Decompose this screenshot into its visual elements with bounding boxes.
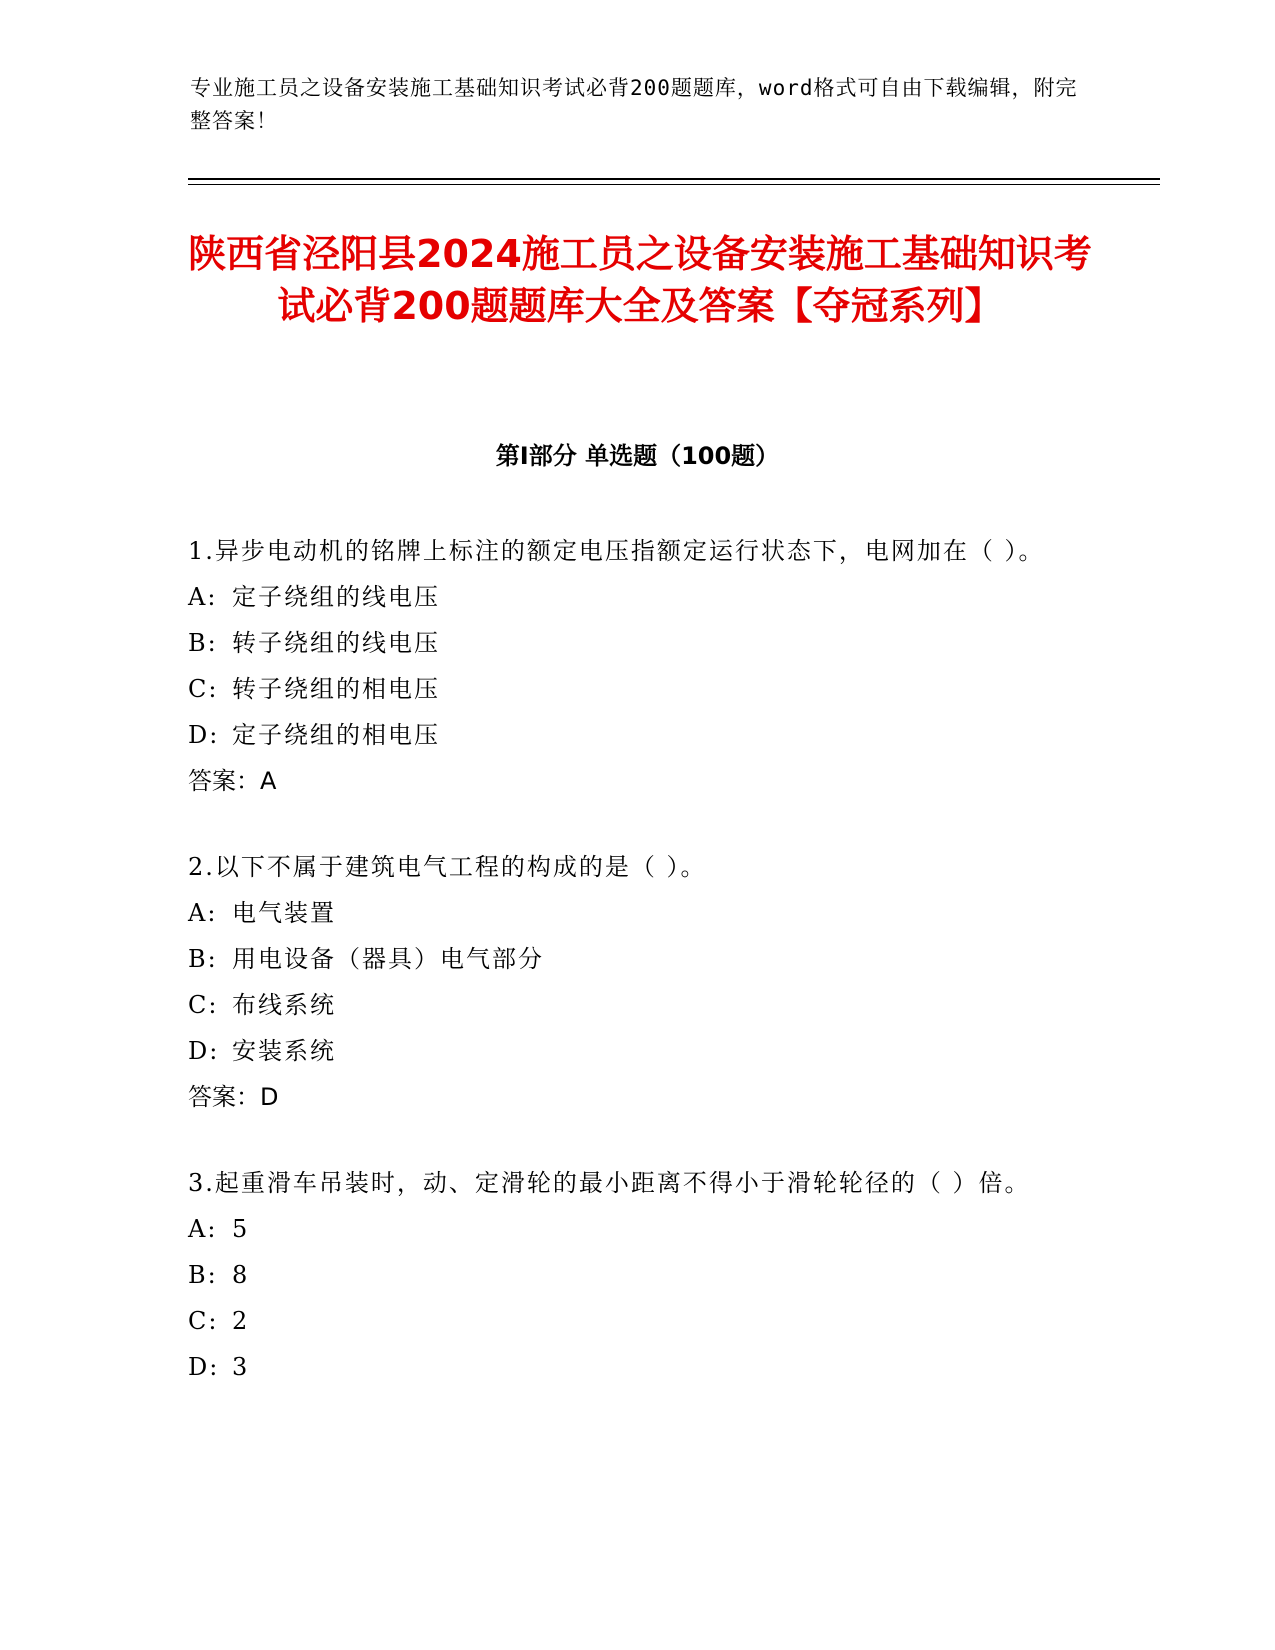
option-b <box>188 620 1068 666</box>
option-c <box>188 666 1068 712</box>
option-a <box>188 1206 1068 1252</box>
option-text: 3 <box>232 1353 250 1381</box>
section-heading: 第Ⅰ部分 单选题（100题） <box>495 442 780 470</box>
answer: 答案：D <box>188 1083 279 1111</box>
option-a <box>188 890 1068 936</box>
header-divider-thin <box>188 184 1160 185</box>
option-text: 定子绕组的线电压 <box>232 583 440 611</box>
option-key: C: <box>188 991 219 1019</box>
option-key: D: <box>188 1353 220 1381</box>
question-3 <box>188 1160 1068 1390</box>
option-key: A: <box>188 583 218 611</box>
option-key: B: <box>188 1261 218 1289</box>
option-c <box>188 982 1068 1028</box>
option-text: 转子绕组的相电压 <box>232 675 440 703</box>
option-b <box>188 936 1068 982</box>
answer: 答案：A <box>188 767 277 795</box>
option-key: B: <box>188 629 218 657</box>
option-c <box>188 1298 1068 1344</box>
option-text: 布线系统 <box>232 991 336 1019</box>
option-key: B: <box>188 945 218 973</box>
option-d <box>188 1028 1068 1074</box>
option-text: 5 <box>232 1215 250 1243</box>
question-stem: 3.起重滑车吊装时，动、定滑轮的最小距离不得小于滑轮轮径的（ ）倍。 <box>188 1169 1031 1197</box>
option-text: 转子绕组的线电压 <box>232 629 440 657</box>
question-stem: 2.以下不属于建筑电气工程的构成的是（ ）。 <box>188 853 707 881</box>
option-key: C: <box>188 675 219 703</box>
option-d <box>188 1344 1068 1390</box>
option-key: D: <box>188 1037 220 1065</box>
question-2 <box>188 844 1068 1120</box>
question-list <box>188 528 1068 1430</box>
question-1 <box>188 528 1068 804</box>
option-text: 安装系统 <box>232 1037 336 1065</box>
option-text: 电气装置 <box>232 899 336 927</box>
document-title: 陕西省泾阳县2024施工员之设备安装施工基础知识考试必背200题题库大全及答案【夺冠系列】 <box>188 232 1092 328</box>
option-text: 用电设备（器具）电气部分 <box>232 945 544 973</box>
option-text: 8 <box>232 1261 250 1289</box>
option-key: C: <box>188 1307 219 1335</box>
option-key: A: <box>188 899 218 927</box>
option-b <box>188 1252 1068 1298</box>
option-text: 2 <box>232 1307 250 1335</box>
option-key: D: <box>188 721 220 749</box>
option-a <box>188 574 1068 620</box>
option-d <box>188 712 1068 758</box>
option-key: A: <box>188 1215 218 1243</box>
header-note: 专业施工员之设备安装施工基础知识考试必背200题题库，word格式可自由下载编辑，附完整答案！ <box>190 76 1078 133</box>
question-stem: 1.异步电动机的铭牌上标注的额定电压指额定运行状态下，电网加在（ ）。 <box>188 537 1045 565</box>
option-text: 定子绕组的相电压 <box>232 721 440 749</box>
header-divider <box>188 178 1160 180</box>
